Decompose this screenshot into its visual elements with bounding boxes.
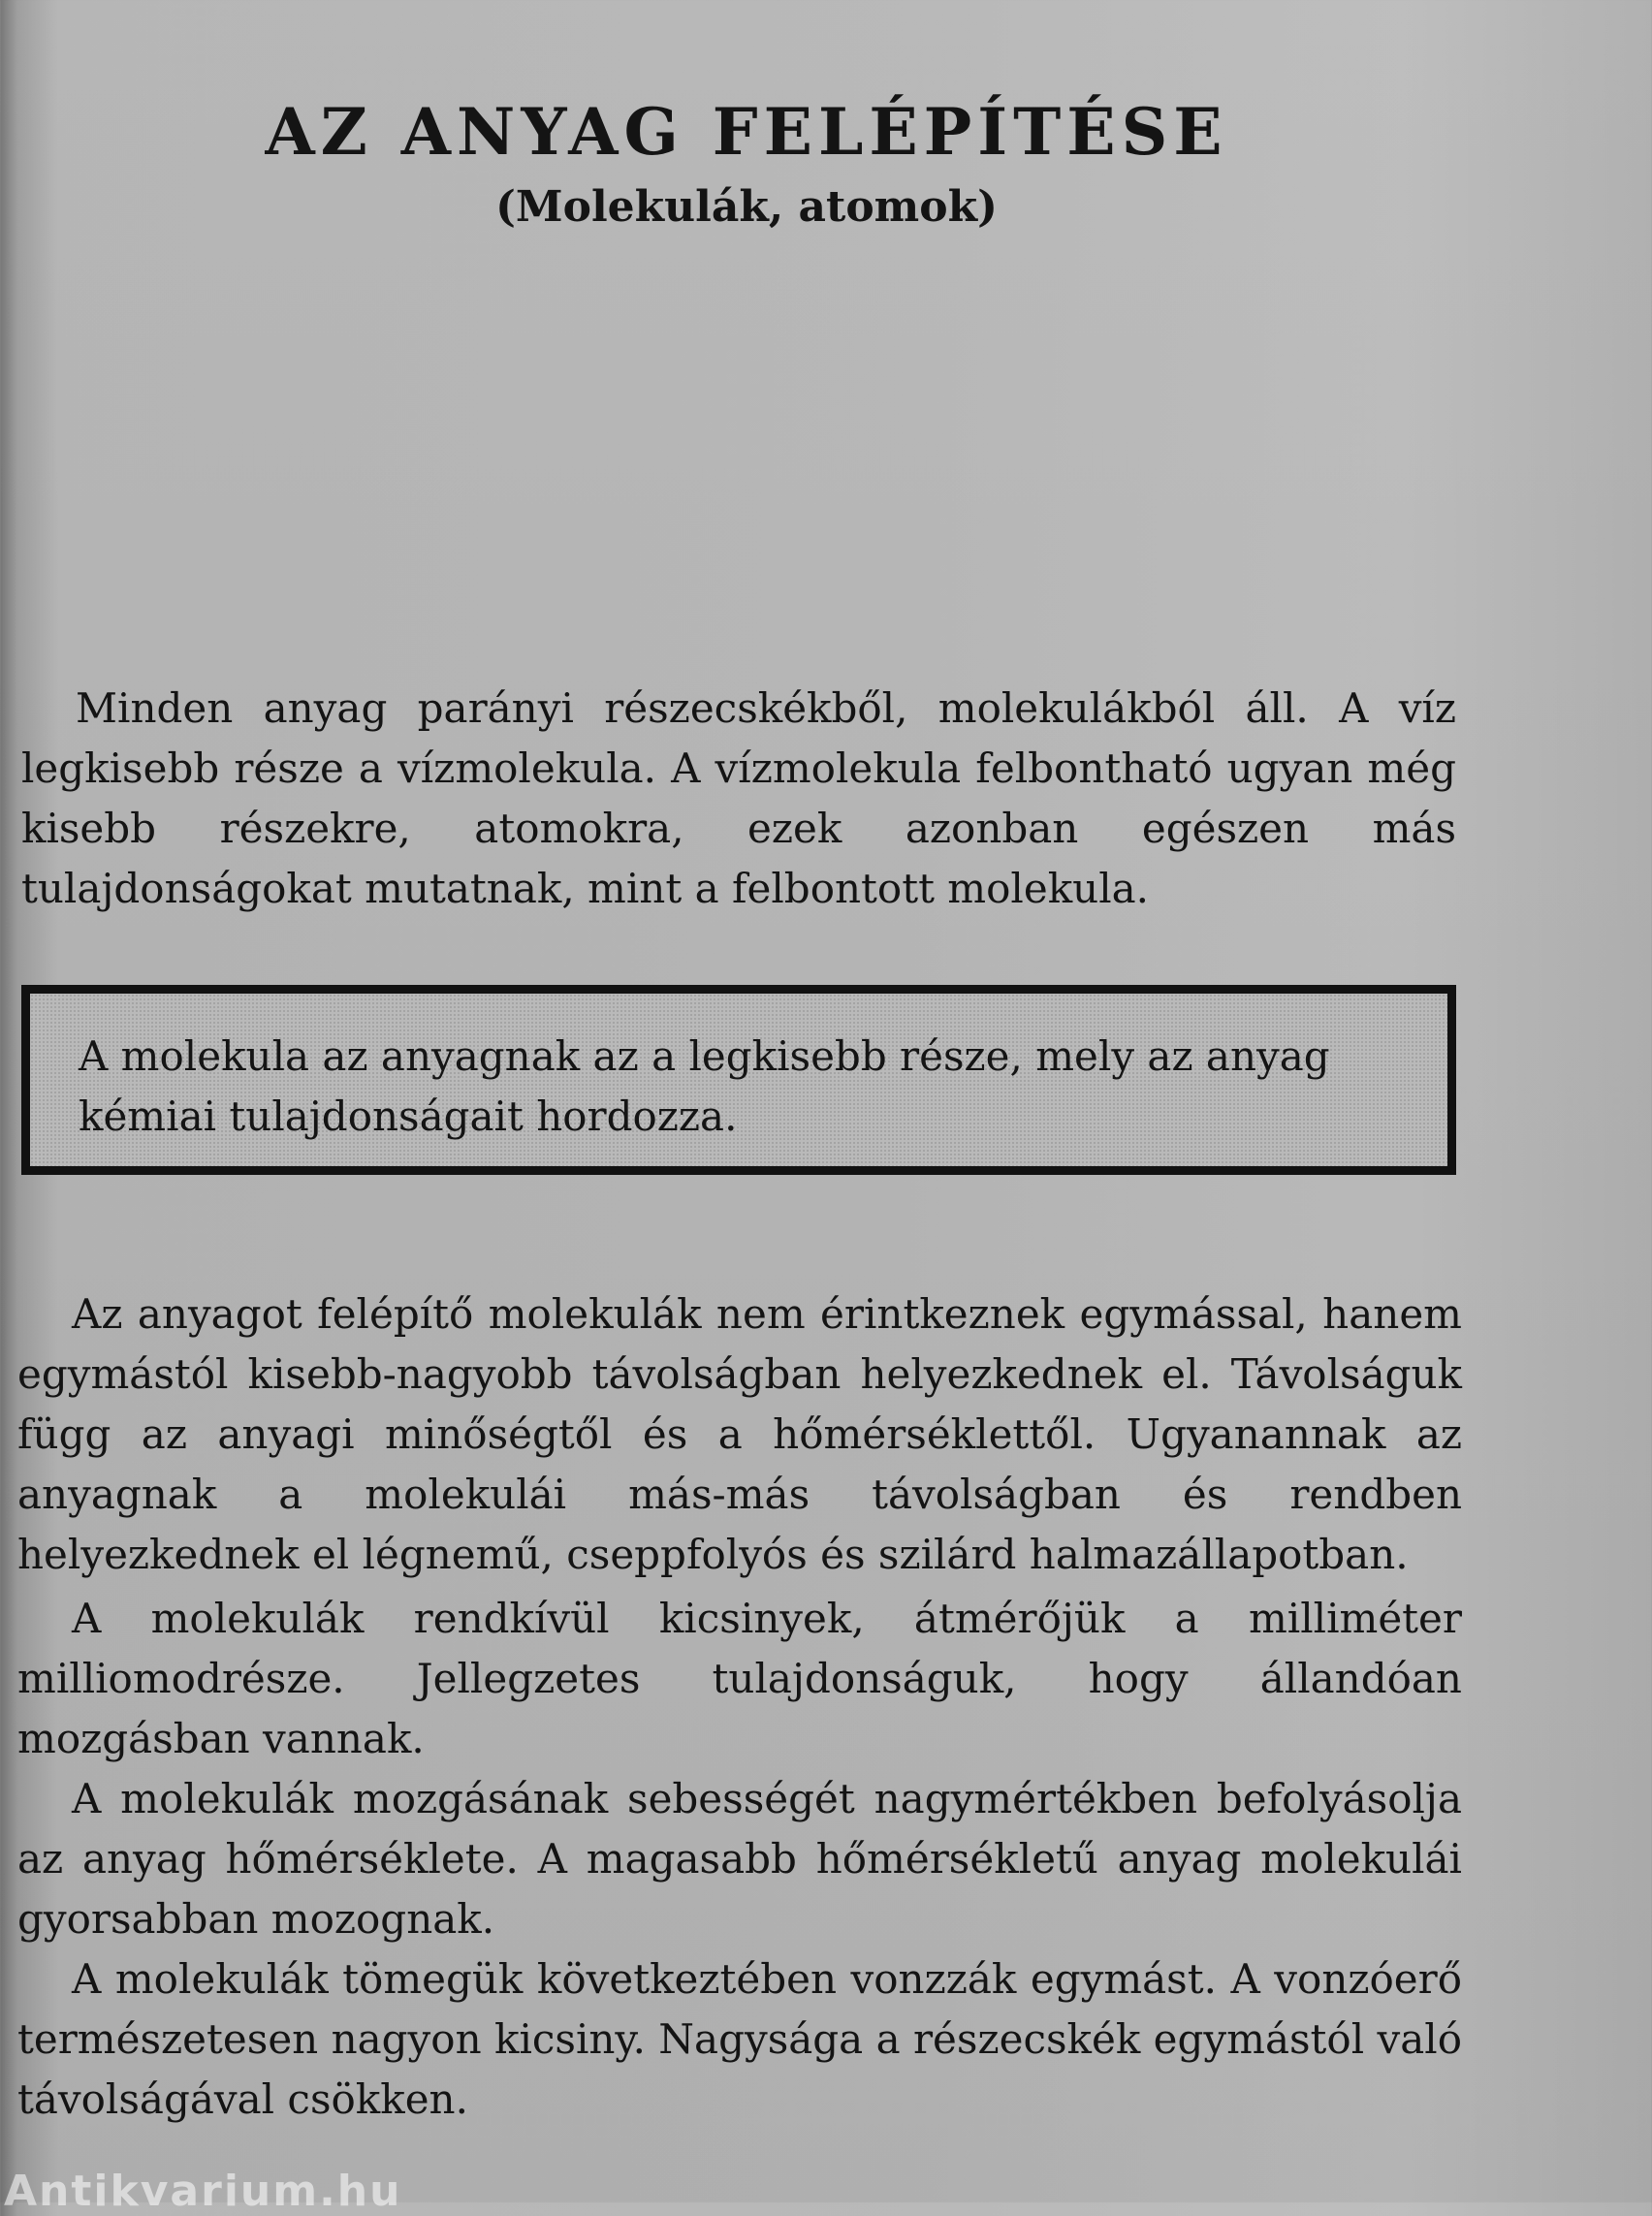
paragraph-size: A molekulák rendkívül kicsinyek, átmérőjük a milliméter milliomodrésze. Jellegzetes tulajdonságuk, hogy állandóan mozgásban vannak. [17,1595,1462,1762]
paragraph-motion: A molekulák mozgásának sebességét nagymértékben befolyásolja az anyag hőmérséklete. A magasabb hőmérsékletű anyag molekulái gyorsabban mozognak. [17,1775,1462,1943]
definition-text: A molekula az anyagnak az a legkisebb része, mely az anyag kémiai tulajdonságait hordozza. [79,1032,1330,1140]
paragraph-attraction: A molekulák tömegük következtében vonzzák egymást. A vonzóerő természetesen nagyon kicsiny. Nagysága a részecskék egymástól való távolságával csökken. [17,1955,1462,2123]
paragraph-distance: Az anyagot felépítő molekulák nem érintkeznek egymással, hanem egymástól kisebb-nagyobb távolságban helyezkednek el. Távolságuk függ az anyagi minőségtől és a hőmérséklettől. Ugyanannak az anyagnak a molekulái más-más távolságban és rendben helyezkednek el légnemű, cseppfolyós és szilárd halmazállapotban. [17,1290,1462,1578]
definition-box [21,985,1456,1175]
page-subtitle: (Molekulák, atomok) [495,182,998,232]
paragraph-intro: Minden anyag parányi részecskékből, molekulákból áll. A víz legkisebb része a vízmolekula. A vízmolekula felbontható ugyan még kisebb részekre, atomokra, ezek azonban egészen más tulajdonságokat mutatnak, mint a felbontott molekula. [21,684,1456,912]
page-title: AZ ANYAG FELÉPÍTÉSE [265,94,1228,170]
watermark: Antikvarium.hu [4,2167,402,2216]
